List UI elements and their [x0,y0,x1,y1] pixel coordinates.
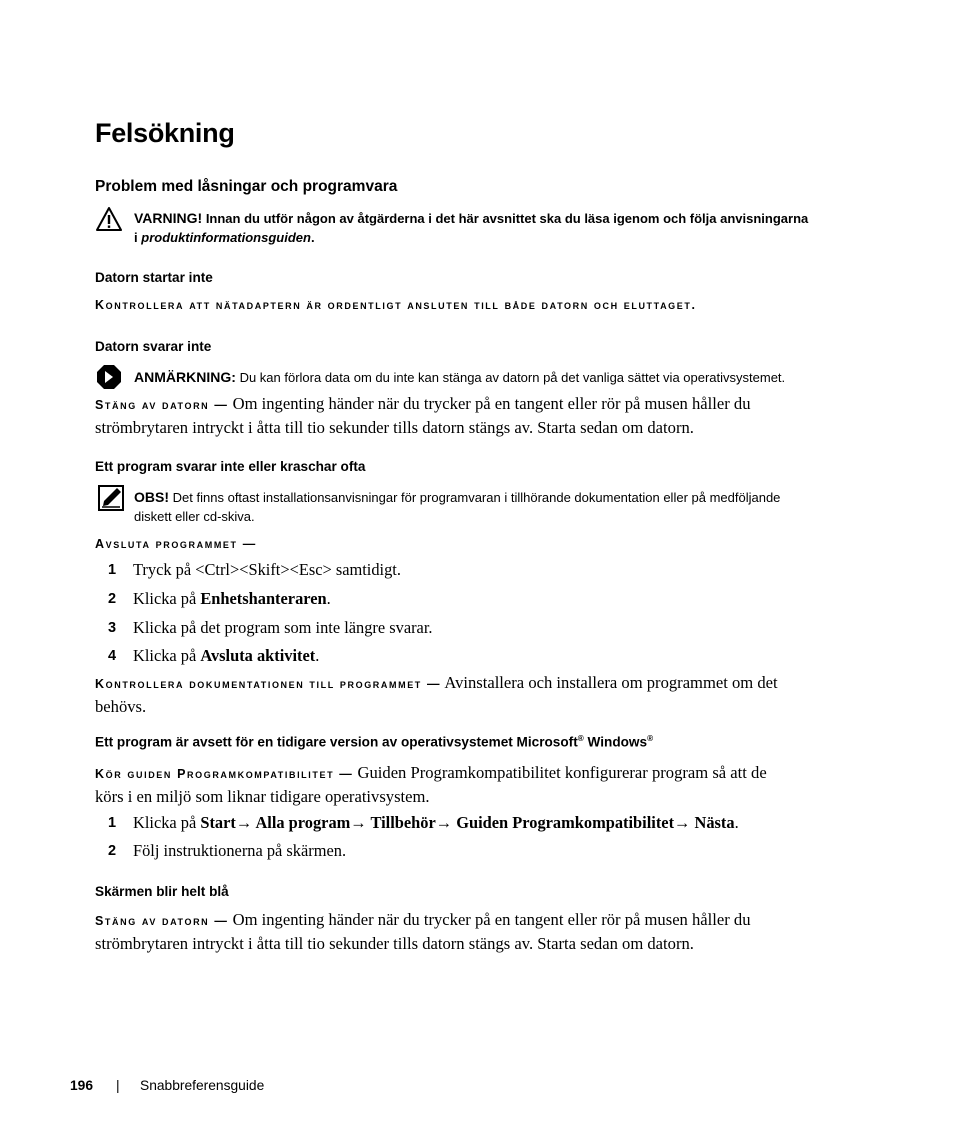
sec2-line2: strömbrytaren intryckt i åtta till tio sekunder tills datorn stängs av. Starta sedan om datorn. [95,417,694,437]
sec3-lead2: Kontrollera dokumentationen till programmet — [95,677,442,691]
sec4-line1: Guiden Programkompatibilitet konfigurerar program så att de [357,763,767,782]
sec2-line1: Om ingenting händer när du trycker på en tangent eller rör på musen håller du [232,394,751,413]
notice-text: Du kan förlora data om du inte kan stänga av datorn på det vanliga sättet via operativsystemet. [239,370,786,385]
sec4-line2: körs i en miljö som liknar tidigare operativsystem. [95,786,430,806]
sec3-paragraph [95,672,865,717]
warning-text-italic: produktinformationsguiden [141,230,311,245]
sec2-lead: Stäng av datorn — [95,398,229,412]
footer-guide-name: Snabbreferensguide [140,1078,265,1093]
sec5-lead: Stäng av datorn — [95,914,229,928]
warning-note [134,209,808,247]
sec3-heading: Ett program svarar inte eller kraschar ofta [95,459,366,474]
obs-label: OBS! [134,489,169,505]
sec5-line2: strömbrytaren intryckt i åtta till tio sekunder tills datorn stängs av. Starta sedan om datorn. [95,933,694,953]
sec3-steps [95,560,875,674]
note-pencil-icon [98,485,124,511]
list-item: 4 Klicka på Avsluta aktivitet. [108,646,320,665]
sec3-lead: Avsluta programmet — [95,537,257,551]
sec3-lead2-line1: Avinstallera och installera om programmet om det [444,673,778,692]
footer-separator: | [116,1078,120,1093]
page-number: 196 [70,1078,94,1093]
page-title: Felsökning [95,118,235,148]
sec4-steps [95,813,875,869]
sec3-lead2-line2: behövs. [95,696,147,716]
list-item: 1 Tryck på <Ctrl><Skift><Esc> samtidigt. [108,560,401,579]
warning-text-prefix: i [134,230,138,245]
warning-text-suffix: . [310,230,315,245]
obs-line1: Det finns oftast installationsanvisningar för programvaran i tillhörande dokumentation eller på medföljande [172,490,781,505]
sec1-heading: Datorn startar inte [95,270,213,285]
list-item: 3 Klicka på det program som inte längre svarar. [108,618,433,637]
obs-line2: diskett eller cd-skiva. [134,509,255,524]
sec5-heading: Skärmen blir helt blå [95,884,229,899]
sec4-lead: Kör guiden Programkompatibilitet — [95,767,354,781]
warning-icon [96,206,122,232]
section-heading: Problem med låsningar och programvara [95,178,398,195]
list-item: 2 Klicka på Enhetshanteraren. [108,589,331,608]
sec5-line1: Om ingenting händer när du trycker på en tangent eller rör på musen håller du [232,910,751,929]
sec4-heading: Ett program är avsett för en tidigare version av operativsystemet Microsoft® Windows® [95,734,654,750]
obs-note [134,488,780,526]
warning-label: VARNING! [134,210,203,226]
sec1-instruction: Kontrollera att nätadaptern är ordentligt ansluten till både datorn och eluttaget. [95,298,697,312]
warning-text-line1: Innan du utför någon av åtgärderna i det här avsnittet ska du läsa igenom och följa anvisningarna [205,211,809,226]
sec2-paragraph [95,393,865,438]
sec2-heading: Datorn svarar inte [95,339,212,354]
notice-icon [96,364,122,390]
notice-label: ANMÄRKNING: [134,369,236,385]
list-item: 2 Följ instruktionerna på skärmen. [108,841,347,860]
notice-note [134,368,785,387]
sec4-paragraph [95,762,865,807]
sec5-paragraph [95,909,865,954]
list-item: 1 Klicka på Start→ Alla program→ Tillbehör→ Guiden Programkompatibilitet→ Nästa. [108,813,739,832]
